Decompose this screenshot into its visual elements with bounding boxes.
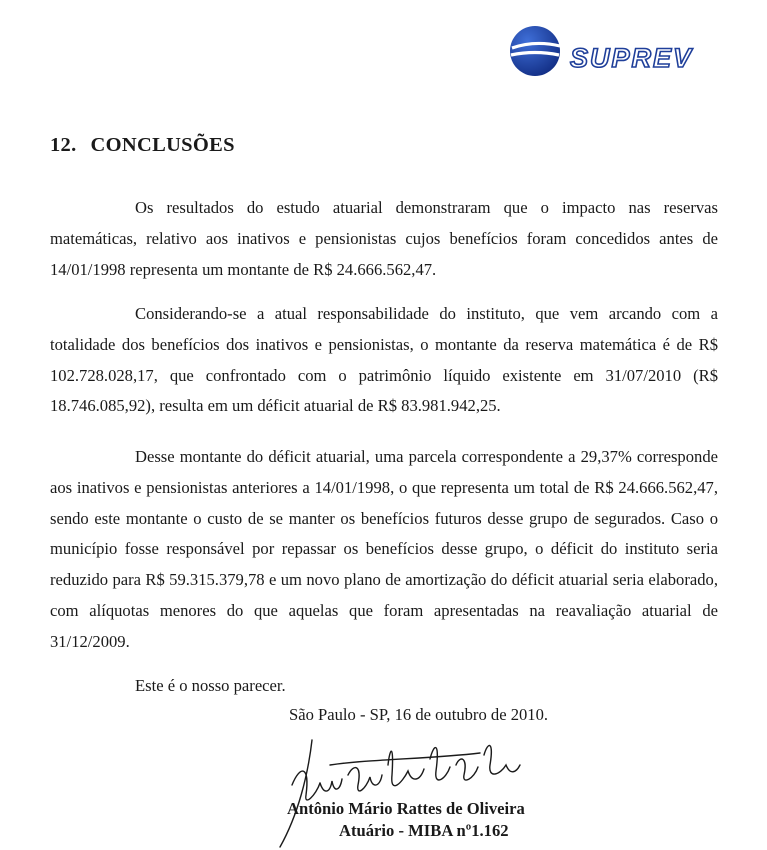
paragraph-impact: Os resultados do estudo atuarial demonstraram que o impacto nas reservas matemáticas, relativo aos inativos e pensionistas cujos benefícios foram concedidos antes de 14/01/1998 representa um montante de R$ 24.666.562,47. xyxy=(50,198,718,279)
suprev-logo xyxy=(508,22,723,82)
section-heading xyxy=(50,134,235,157)
paragraph-deficit: Considerando-se a atual responsabilidade do instituto, que vem arcando com a totalidade dos benefícios dos inativos e pensionistas, o montante da reserva matemática é de R$ 102.728.028,17, que confrontado com o patrimônio líquido existente em 31/07/2010 (R$ 18.746.085,92), resulta em um déficit atuarial de R$ 83.981.942,25. xyxy=(50,304,718,416)
place-date: São Paulo - SP, 16 de outubro de 2010. xyxy=(289,705,549,724)
signer-name: Antônio Mário Rattes de Oliveira xyxy=(287,799,525,818)
globe-icon xyxy=(508,24,562,78)
section-title: CONCLUSÕES xyxy=(90,134,235,156)
closing-statement: Este é o nosso parecer. xyxy=(135,676,286,695)
suprev-wordmark xyxy=(566,40,726,74)
paragraph-portion: Desse montante do déficit atuarial, uma parcela correspondente a 29,37% corresponde aos inativos e pensionistas anteriores a 14/01/1998, o que representa um total de R$ 24.666.562,47, sendo este montante o custo de se manter os benefícios futuros desse grupo de segurados. Caso o município fosse responsável por repassar os benefícios desse grupo, o déficit do instituto seria reduzido para R$ 59.315.379,78 e um novo plano de amortização do déficit atuarial seria elaborado, com alíquotas menores do que aquelas que foram apresentadas na reavaliação atuarial de 31/12/2009. xyxy=(50,447,718,651)
section-number: 12. xyxy=(50,134,77,156)
signer-title: Atuário - MIBA nº1.162 xyxy=(339,821,509,840)
svg-text:SUPREV: SUPREV xyxy=(570,43,694,73)
